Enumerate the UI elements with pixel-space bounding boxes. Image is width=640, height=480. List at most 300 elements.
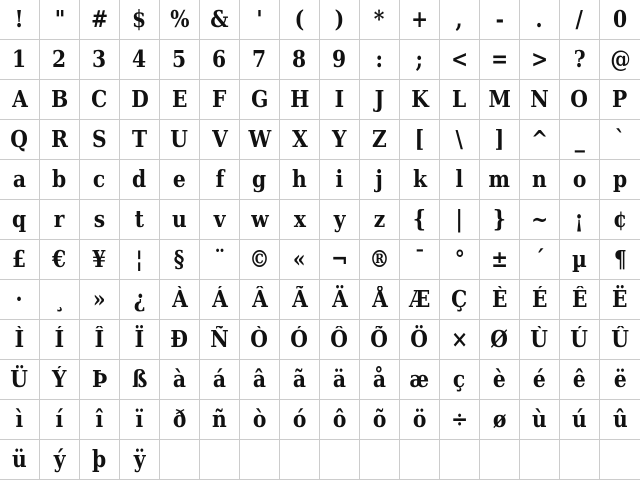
glyph-character: < bbox=[451, 46, 468, 73]
glyph-character: H bbox=[289, 86, 310, 113]
glyph-cell[interactable] bbox=[0, 160, 40, 200]
glyph-cell[interactable] bbox=[200, 40, 240, 80]
glyph-cell[interactable] bbox=[560, 240, 600, 280]
glyph-cell[interactable] bbox=[320, 240, 360, 280]
glyph-cell[interactable] bbox=[80, 80, 120, 120]
glyph-character: ` bbox=[614, 126, 626, 153]
glyph-character: ò bbox=[252, 406, 267, 433]
glyph-character: · bbox=[15, 286, 24, 313]
glyph-character: W bbox=[248, 126, 271, 153]
glyph-cell[interactable] bbox=[280, 280, 320, 320]
glyph-character: 6 bbox=[212, 46, 227, 73]
glyph-cell[interactable] bbox=[560, 200, 600, 240]
glyph-character: 2 bbox=[52, 46, 67, 73]
glyph-character: E bbox=[171, 86, 188, 113]
glyph-character: Ó bbox=[290, 326, 309, 353]
glyph-character: © bbox=[249, 246, 270, 273]
glyph-character: ´ bbox=[534, 246, 545, 273]
glyph-cell[interactable] bbox=[440, 240, 480, 280]
glyph-cell[interactable] bbox=[200, 360, 240, 400]
glyph-cell[interactable] bbox=[400, 80, 440, 120]
glyph-character: z bbox=[373, 206, 386, 233]
glyph-cell[interactable] bbox=[480, 320, 520, 360]
glyph-cell[interactable] bbox=[240, 0, 280, 40]
glyph-cell-empty bbox=[560, 440, 600, 480]
glyph-cell[interactable] bbox=[40, 80, 80, 120]
glyph-cell[interactable] bbox=[40, 320, 80, 360]
glyph-character: â bbox=[252, 366, 267, 393]
glyph-character: V bbox=[211, 126, 228, 153]
glyph-cell[interactable] bbox=[240, 360, 280, 400]
glyph-cell[interactable] bbox=[480, 400, 520, 440]
glyph-cell[interactable] bbox=[520, 240, 560, 280]
glyph-cell[interactable] bbox=[520, 160, 560, 200]
glyph-cell[interactable] bbox=[80, 160, 120, 200]
glyph-cell-empty bbox=[200, 440, 240, 480]
glyph-character: n bbox=[532, 166, 547, 193]
glyph-cell[interactable] bbox=[280, 320, 320, 360]
glyph-character: A bbox=[11, 86, 28, 113]
glyph-cell[interactable] bbox=[520, 360, 560, 400]
glyph-character: ¢ bbox=[612, 206, 628, 233]
glyph-cell[interactable] bbox=[80, 360, 120, 400]
glyph-cell[interactable] bbox=[600, 400, 640, 440]
glyph-cell[interactable] bbox=[320, 320, 360, 360]
glyph-cell[interactable] bbox=[320, 360, 360, 400]
glyph-cell[interactable] bbox=[520, 320, 560, 360]
glyph-cell[interactable] bbox=[480, 240, 520, 280]
glyph-character: ý bbox=[53, 446, 66, 473]
glyph-character: Á bbox=[211, 286, 228, 313]
glyph-character: ¶ bbox=[613, 246, 627, 273]
glyph-character: % bbox=[169, 6, 190, 33]
glyph-character: + bbox=[411, 6, 428, 33]
glyph-character: È bbox=[491, 286, 508, 313]
glyph-character: 1 bbox=[12, 46, 27, 73]
glyph-cell[interactable] bbox=[320, 200, 360, 240]
glyph-character: å bbox=[372, 366, 387, 393]
glyph-cell[interactable] bbox=[320, 40, 360, 80]
glyph-cell[interactable] bbox=[560, 160, 600, 200]
glyph-cell[interactable] bbox=[440, 0, 480, 40]
glyph-character: ú bbox=[572, 406, 587, 433]
glyph-cell[interactable] bbox=[40, 40, 80, 80]
glyph-cell[interactable] bbox=[120, 280, 160, 320]
glyph-cell[interactable] bbox=[600, 280, 640, 320]
glyph-character: a bbox=[12, 166, 27, 193]
glyph-character: u bbox=[172, 206, 187, 233]
glyph-cell[interactable] bbox=[360, 40, 400, 80]
glyph-cell[interactable] bbox=[200, 120, 240, 160]
glyph-character: v bbox=[213, 206, 226, 233]
glyph-cell[interactable] bbox=[200, 0, 240, 40]
glyph-cell[interactable] bbox=[320, 160, 360, 200]
glyph-character: ¦ bbox=[135, 246, 144, 273]
glyph-cell[interactable] bbox=[40, 240, 80, 280]
glyph-cell[interactable] bbox=[80, 320, 120, 360]
glyph-cell[interactable] bbox=[480, 360, 520, 400]
glyph-cell[interactable] bbox=[160, 360, 200, 400]
glyph-cell[interactable] bbox=[0, 240, 40, 280]
glyph-cell[interactable] bbox=[200, 320, 240, 360]
glyph-cell[interactable] bbox=[120, 120, 160, 160]
glyph-cell[interactable] bbox=[200, 200, 240, 240]
glyph-character: ð bbox=[172, 406, 187, 433]
glyph-cell[interactable] bbox=[400, 160, 440, 200]
glyph-character: - bbox=[495, 6, 504, 33]
glyph-cell[interactable] bbox=[360, 400, 400, 440]
glyph-character: , bbox=[455, 6, 464, 33]
glyph-character: ñ bbox=[212, 406, 227, 433]
glyph-cell[interactable] bbox=[80, 240, 120, 280]
glyph-cell[interactable] bbox=[560, 360, 600, 400]
glyph-character: ) bbox=[334, 6, 345, 33]
glyph-cell[interactable] bbox=[360, 80, 400, 120]
glyph-character: × bbox=[451, 326, 468, 353]
glyph-cell[interactable] bbox=[200, 400, 240, 440]
glyph-cell[interactable] bbox=[600, 80, 640, 120]
glyph-cell[interactable] bbox=[560, 40, 600, 80]
glyph-character: Ù bbox=[530, 326, 549, 353]
glyph-cell[interactable] bbox=[0, 40, 40, 80]
glyph-cell[interactable] bbox=[280, 360, 320, 400]
glyph-cell-empty bbox=[600, 440, 640, 480]
glyph-cell[interactable] bbox=[240, 160, 280, 200]
glyph-character: ù bbox=[532, 406, 547, 433]
glyph-cell[interactable] bbox=[240, 80, 280, 120]
glyph-cell[interactable] bbox=[440, 80, 480, 120]
glyph-cell[interactable] bbox=[40, 440, 80, 480]
glyph-cell[interactable] bbox=[560, 400, 600, 440]
glyph-character: I bbox=[334, 86, 345, 113]
glyph-cell[interactable] bbox=[400, 240, 440, 280]
glyph-character: ¿ bbox=[133, 286, 146, 313]
glyph-cell[interactable] bbox=[400, 40, 440, 80]
glyph-cell[interactable] bbox=[520, 80, 560, 120]
glyph-cell[interactable] bbox=[120, 200, 160, 240]
glyph-cell[interactable] bbox=[40, 160, 80, 200]
glyph-character: q bbox=[12, 206, 27, 233]
glyph-character: > bbox=[531, 46, 548, 73]
glyph-cell[interactable] bbox=[480, 80, 520, 120]
glyph-cell[interactable] bbox=[600, 160, 640, 200]
glyph-cell[interactable] bbox=[400, 120, 440, 160]
glyph-character: Û bbox=[611, 326, 629, 353]
glyph-cell[interactable] bbox=[480, 200, 520, 240]
glyph-cell[interactable] bbox=[0, 0, 40, 40]
glyph-character: É bbox=[531, 286, 548, 313]
glyph-character: $ bbox=[132, 6, 147, 33]
glyph-character: Ã bbox=[291, 286, 308, 313]
glyph-cell[interactable] bbox=[280, 120, 320, 160]
glyph-cell[interactable] bbox=[120, 440, 160, 480]
glyph-cell[interactable] bbox=[160, 400, 200, 440]
glyph-cell[interactable] bbox=[40, 0, 80, 40]
glyph-cell[interactable] bbox=[40, 280, 80, 320]
glyph-cell[interactable] bbox=[520, 400, 560, 440]
glyph-cell[interactable] bbox=[280, 240, 320, 280]
glyph-cell[interactable] bbox=[280, 400, 320, 440]
glyph-cell[interactable] bbox=[400, 360, 440, 400]
glyph-character: B bbox=[50, 86, 69, 113]
glyph-cell[interactable] bbox=[0, 360, 40, 400]
glyph-cell[interactable] bbox=[520, 120, 560, 160]
glyph-character: F bbox=[212, 86, 227, 113]
glyph-cell[interactable] bbox=[280, 40, 320, 80]
glyph-character: ° bbox=[454, 246, 465, 273]
glyph-character: J bbox=[374, 86, 385, 113]
glyph-character: è bbox=[493, 366, 506, 393]
glyph-cell[interactable] bbox=[160, 40, 200, 80]
glyph-cell[interactable] bbox=[360, 240, 400, 280]
glyph-cell[interactable] bbox=[240, 240, 280, 280]
glyph-cell[interactable] bbox=[560, 80, 600, 120]
glyph-cell[interactable] bbox=[0, 200, 40, 240]
glyph-cell[interactable] bbox=[240, 200, 280, 240]
glyph-character: Ú bbox=[570, 326, 589, 353]
glyph-cell[interactable] bbox=[600, 40, 640, 80]
glyph-character: ê bbox=[573, 366, 586, 393]
glyph-cell[interactable] bbox=[0, 320, 40, 360]
glyph-cell[interactable] bbox=[160, 120, 200, 160]
glyph-cell[interactable] bbox=[160, 280, 200, 320]
glyph-character: ó bbox=[292, 406, 307, 433]
glyph-cell[interactable] bbox=[80, 200, 120, 240]
glyph-cell[interactable] bbox=[200, 80, 240, 120]
glyph-cell[interactable] bbox=[160, 200, 200, 240]
glyph-character: ß bbox=[131, 366, 148, 393]
glyph-cell[interactable] bbox=[360, 320, 400, 360]
glyph-cell[interactable] bbox=[400, 0, 440, 40]
glyph-cell[interactable] bbox=[440, 400, 480, 440]
glyph-cell[interactable] bbox=[200, 280, 240, 320]
glyph-character: R bbox=[51, 126, 68, 153]
glyph-cell[interactable] bbox=[240, 400, 280, 440]
glyph-cell[interactable] bbox=[0, 440, 40, 480]
glyph-cell[interactable] bbox=[120, 80, 160, 120]
glyph-character: l bbox=[455, 166, 464, 193]
glyph-character: ® bbox=[369, 246, 390, 273]
glyph-cell[interactable] bbox=[80, 0, 120, 40]
glyph-character: õ bbox=[372, 406, 387, 433]
glyph-character: ø bbox=[492, 406, 507, 433]
glyph-cell[interactable] bbox=[200, 240, 240, 280]
glyph-cell[interactable] bbox=[160, 240, 200, 280]
glyph-cell[interactable] bbox=[320, 80, 360, 120]
glyph-cell[interactable] bbox=[0, 400, 40, 440]
glyph-cell[interactable] bbox=[200, 160, 240, 200]
glyph-cell[interactable] bbox=[400, 200, 440, 240]
glyph-cell[interactable] bbox=[360, 280, 400, 320]
glyph-character: 9 bbox=[332, 46, 347, 73]
glyph-cell[interactable] bbox=[120, 360, 160, 400]
glyph-character: Þ bbox=[91, 366, 108, 393]
glyph-cell-empty bbox=[440, 440, 480, 480]
glyph-cell[interactable] bbox=[0, 80, 40, 120]
glyph-cell[interactable] bbox=[40, 360, 80, 400]
glyph-cell[interactable] bbox=[120, 160, 160, 200]
glyph-cell[interactable] bbox=[160, 80, 200, 120]
glyph-character: Y bbox=[332, 126, 347, 153]
glyph-cell[interactable] bbox=[560, 120, 600, 160]
glyph-cell[interactable] bbox=[360, 160, 400, 200]
glyph-character: ¬ bbox=[331, 246, 348, 273]
glyph-cell[interactable] bbox=[360, 0, 400, 40]
glyph-cell[interactable] bbox=[600, 0, 640, 40]
glyph-cell[interactable] bbox=[560, 0, 600, 40]
glyph-cell[interactable] bbox=[400, 400, 440, 440]
glyph-cell[interactable] bbox=[440, 320, 480, 360]
glyph-character: s bbox=[93, 206, 106, 233]
glyph-cell[interactable] bbox=[360, 360, 400, 400]
glyph-cell[interactable] bbox=[120, 320, 160, 360]
glyph-character: p bbox=[612, 166, 628, 193]
glyph-cell[interactable] bbox=[80, 40, 120, 80]
glyph-cell[interactable] bbox=[40, 120, 80, 160]
glyph-cell[interactable] bbox=[240, 40, 280, 80]
glyph-character: Ý bbox=[52, 366, 67, 393]
glyph-character: j bbox=[375, 166, 384, 193]
glyph-character: Ò bbox=[250, 326, 269, 353]
glyph-character: Ä bbox=[331, 286, 348, 313]
glyph-cell[interactable] bbox=[600, 360, 640, 400]
glyph-character: À bbox=[171, 286, 188, 313]
glyph-character: Ñ bbox=[210, 326, 229, 353]
glyph-character: 0 bbox=[612, 6, 628, 33]
glyph-character: ] bbox=[494, 126, 505, 153]
glyph-cell-empty bbox=[240, 440, 280, 480]
glyph-cell[interactable] bbox=[320, 400, 360, 440]
glyph-character: ' bbox=[256, 6, 263, 33]
glyph-character: ^ bbox=[531, 126, 548, 153]
glyph-cell[interactable] bbox=[520, 40, 560, 80]
glyph-cell[interactable] bbox=[40, 400, 80, 440]
glyph-cell[interactable] bbox=[80, 120, 120, 160]
glyph-cell[interactable] bbox=[360, 120, 400, 160]
glyph-cell[interactable] bbox=[80, 400, 120, 440]
glyph-character: Ï bbox=[134, 326, 145, 353]
glyph-cell[interactable] bbox=[600, 120, 640, 160]
glyph-character: D bbox=[130, 86, 149, 113]
glyph-cell[interactable] bbox=[520, 0, 560, 40]
glyph-cell[interactable] bbox=[600, 240, 640, 280]
glyph-cell[interactable] bbox=[440, 160, 480, 200]
glyph-cell[interactable] bbox=[120, 400, 160, 440]
glyph-cell[interactable] bbox=[520, 280, 560, 320]
glyph-character: ; bbox=[415, 46, 424, 73]
glyph-cell[interactable] bbox=[440, 360, 480, 400]
glyph-character: g bbox=[252, 166, 267, 193]
glyph-character: í bbox=[55, 406, 64, 433]
glyph-character: r bbox=[54, 206, 65, 233]
glyph-character: | bbox=[455, 206, 464, 233]
glyph-character: Ë bbox=[612, 286, 628, 313]
glyph-cell[interactable] bbox=[40, 200, 80, 240]
glyph-character: * bbox=[374, 6, 385, 33]
glyph-cell[interactable] bbox=[560, 280, 600, 320]
glyph-character: ! bbox=[15, 6, 24, 33]
glyph-character: Â bbox=[251, 286, 268, 313]
glyph-cell[interactable] bbox=[160, 160, 200, 200]
glyph-cell[interactable] bbox=[320, 120, 360, 160]
glyph-cell[interactable] bbox=[280, 160, 320, 200]
glyph-cell-empty bbox=[520, 440, 560, 480]
glyph-cell[interactable] bbox=[480, 40, 520, 80]
glyph-character: L bbox=[452, 86, 467, 113]
glyph-cell[interactable] bbox=[440, 120, 480, 160]
glyph-cell[interactable] bbox=[80, 280, 120, 320]
glyph-cell[interactable] bbox=[120, 240, 160, 280]
glyph-character: U bbox=[170, 126, 189, 153]
glyph-cell[interactable] bbox=[240, 120, 280, 160]
glyph-cell[interactable] bbox=[360, 200, 400, 240]
glyph-cell[interactable] bbox=[400, 320, 440, 360]
glyph-character: " bbox=[54, 6, 65, 33]
glyph-character: / bbox=[575, 6, 584, 33]
glyph-character: » bbox=[93, 286, 106, 313]
glyph-cell[interactable] bbox=[440, 40, 480, 80]
glyph-character: Ç bbox=[451, 286, 468, 313]
glyph-cell[interactable] bbox=[480, 280, 520, 320]
glyph-cell[interactable] bbox=[600, 200, 640, 240]
glyph-cell[interactable] bbox=[440, 280, 480, 320]
glyph-character: 4 bbox=[132, 46, 147, 73]
glyph-cell[interactable] bbox=[120, 40, 160, 80]
glyph-character: Ü bbox=[10, 366, 29, 393]
glyph-character: ã bbox=[292, 366, 307, 393]
glyph-character: é bbox=[533, 366, 546, 393]
glyph-cell[interactable] bbox=[480, 120, 520, 160]
glyph-character: : bbox=[375, 46, 384, 73]
glyph-cell-empty bbox=[320, 440, 360, 480]
glyph-cell[interactable] bbox=[480, 0, 520, 40]
glyph-character: ö bbox=[412, 406, 427, 433]
glyph-character: þ bbox=[92, 446, 107, 473]
glyph-cell[interactable] bbox=[480, 160, 520, 200]
glyph-character: Õ bbox=[370, 326, 389, 353]
glyph-character: . bbox=[535, 6, 544, 33]
glyph-cell[interactable] bbox=[320, 280, 360, 320]
glyph-cell[interactable] bbox=[0, 120, 40, 160]
glyph-character: ( bbox=[294, 6, 305, 33]
glyph-cell[interactable] bbox=[80, 440, 120, 480]
glyph-cell[interactable] bbox=[240, 280, 280, 320]
glyph-cell[interactable] bbox=[400, 280, 440, 320]
glyph-cell[interactable] bbox=[280, 80, 320, 120]
glyph-character: @ bbox=[609, 46, 631, 73]
glyph-cell[interactable] bbox=[440, 200, 480, 240]
glyph-character: & bbox=[210, 6, 229, 33]
glyph-cell[interactable] bbox=[240, 320, 280, 360]
glyph-character: t bbox=[134, 206, 145, 233]
glyph-cell[interactable] bbox=[280, 200, 320, 240]
glyph-cell[interactable] bbox=[160, 0, 200, 40]
glyph-cell[interactable] bbox=[520, 200, 560, 240]
glyph-character: Ê bbox=[571, 286, 588, 313]
glyph-cell[interactable] bbox=[0, 280, 40, 320]
glyph-cell[interactable] bbox=[280, 0, 320, 40]
glyph-cell[interactable] bbox=[600, 320, 640, 360]
glyph-cell[interactable] bbox=[160, 320, 200, 360]
glyph-cell[interactable] bbox=[560, 320, 600, 360]
glyph-cell[interactable] bbox=[120, 0, 160, 40]
glyph-character: £ bbox=[12, 246, 27, 273]
glyph-cell[interactable] bbox=[320, 0, 360, 40]
glyph-character: € bbox=[52, 246, 67, 273]
glyph-character: k bbox=[412, 166, 427, 193]
glyph-character: # bbox=[91, 6, 108, 33]
glyph-character: ¨ bbox=[214, 246, 225, 273]
